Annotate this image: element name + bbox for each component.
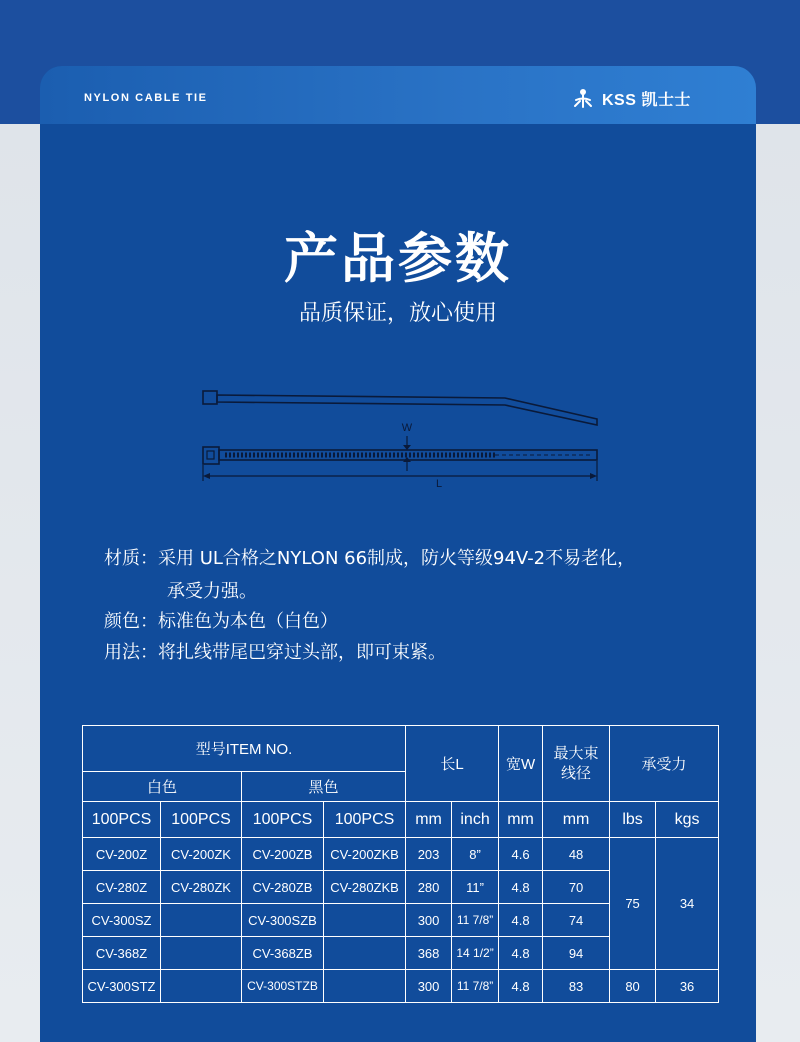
card-header: [40, 66, 756, 124]
header-length: 长L: [406, 726, 499, 802]
cell-white-2: [161, 904, 242, 937]
cell-width: 4.8: [499, 970, 543, 1003]
cell-white-1: CV-280Z: [83, 871, 161, 904]
cell-inch: 11 7/8”: [452, 904, 499, 937]
unit-cell: lbs: [610, 802, 656, 838]
tie-head-top: [203, 447, 219, 464]
spec-color-label: 颜色：: [104, 611, 158, 632]
cell-mm: 368: [406, 937, 452, 970]
cell-white-1: CV-300STZ: [83, 970, 161, 1003]
spec-color-value: 标准色为本色（白色）: [158, 611, 338, 632]
cell-black-1: CV-280ZB: [242, 871, 324, 904]
cell-black-2: [324, 970, 406, 1003]
cell-black-1: CV-300STZB: [242, 970, 324, 1003]
unit-cell: 100PCS: [83, 802, 161, 838]
spec-material: [104, 544, 635, 570]
spec-color: [104, 607, 338, 633]
cell-white-1: CV-368Z: [83, 937, 161, 970]
cell-black-2: CV-200ZKB: [324, 838, 406, 871]
cell-black-1: CV-200ZB: [242, 838, 324, 871]
page-subtitle: 品质保证，放心使用: [298, 301, 497, 326]
header-white: 白色: [83, 772, 242, 802]
unit-cell: mm: [543, 802, 610, 838]
cell-bundle: 70: [543, 871, 610, 904]
unit-cell: kgs: [656, 802, 719, 838]
unit-cell: 100PCS: [242, 802, 324, 838]
cell-inch: 11”: [452, 871, 499, 904]
cell-black-2: [324, 937, 406, 970]
header-item-no: 型号ITEM NO.: [83, 726, 406, 772]
cell-black-2: [324, 904, 406, 937]
cell-mm: 280: [406, 871, 452, 904]
brand-logo-icon: [572, 87, 594, 109]
tie-strap-side: [217, 395, 597, 425]
cell-bundle: 83: [543, 970, 610, 1003]
spec-material-cont: 承受力强。: [167, 581, 257, 602]
cell-kgs-group: 34: [656, 838, 719, 970]
cell-inch: 8”: [452, 838, 499, 871]
header-max-bundle: 最大束线径: [543, 726, 610, 802]
cell-white-2: CV-200ZK: [161, 838, 242, 871]
cell-black-1: CV-368ZB: [242, 937, 324, 970]
cell-width: 4.8: [499, 871, 543, 904]
spec-material-value: 采用 UL合格之NYLON 66制成，防火等级94V-2不易老化，: [158, 548, 636, 569]
cell-inch: 14 1/2”: [452, 937, 499, 970]
cell-mm: 300: [406, 904, 452, 937]
length-label: L: [435, 478, 443, 490]
unit-cell: mm: [499, 802, 543, 838]
header-strength: 承受力: [610, 726, 719, 802]
header-black: 黑色: [242, 772, 406, 802]
unit-cell: mm: [406, 802, 452, 838]
spec-material-label: 材质：: [104, 548, 158, 569]
cell-black-1: CV-300SZB: [242, 904, 324, 937]
brand: [572, 86, 691, 110]
cell-width: 4.6: [499, 838, 543, 871]
cell-lbs: 80: [610, 970, 656, 1003]
unit-cell: 100PCS: [161, 802, 242, 838]
page-title: 产品参数: [284, 227, 512, 290]
cell-white-2: [161, 937, 242, 970]
cable-tie-diagram: [195, 381, 605, 501]
cell-lbs-group: 75: [610, 838, 656, 970]
cell-width: 4.8: [499, 904, 543, 937]
table-row: [83, 970, 719, 1003]
spec-usage-value: 将扎线带尾巴穿过头部，即可束紧。: [158, 642, 446, 663]
product-card: [40, 66, 756, 1042]
header-width: 宽W: [499, 726, 543, 802]
cell-white-2: [161, 970, 242, 1003]
width-label: W: [401, 422, 413, 434]
cell-bundle: 94: [543, 937, 610, 970]
unit-cell: 100PCS: [324, 802, 406, 838]
cell-width: 4.8: [499, 937, 543, 970]
brand-name: KSS 凯士士: [602, 91, 691, 109]
cell-bundle: 48: [543, 838, 610, 871]
header-title: NYLON CABLE TIE: [84, 92, 208, 104]
cell-white-1: CV-200Z: [83, 838, 161, 871]
cell-bundle: 74: [543, 904, 610, 937]
spec-usage-label: 用法：: [104, 642, 158, 663]
cell-kgs: 36: [656, 970, 719, 1003]
tie-head-side: [203, 391, 217, 404]
table-row: [83, 838, 719, 871]
spec-table: [82, 725, 719, 1003]
unit-cell: inch: [452, 802, 499, 838]
spec-usage: [104, 638, 446, 664]
cell-mm: 203: [406, 838, 452, 871]
cell-black-2: CV-280ZKB: [324, 871, 406, 904]
cell-inch: 11 7/8”: [452, 970, 499, 1003]
units-row: [83, 802, 719, 838]
cell-mm: 300: [406, 970, 452, 1003]
cell-white-1: CV-300SZ: [83, 904, 161, 937]
cell-white-2: CV-280ZK: [161, 871, 242, 904]
